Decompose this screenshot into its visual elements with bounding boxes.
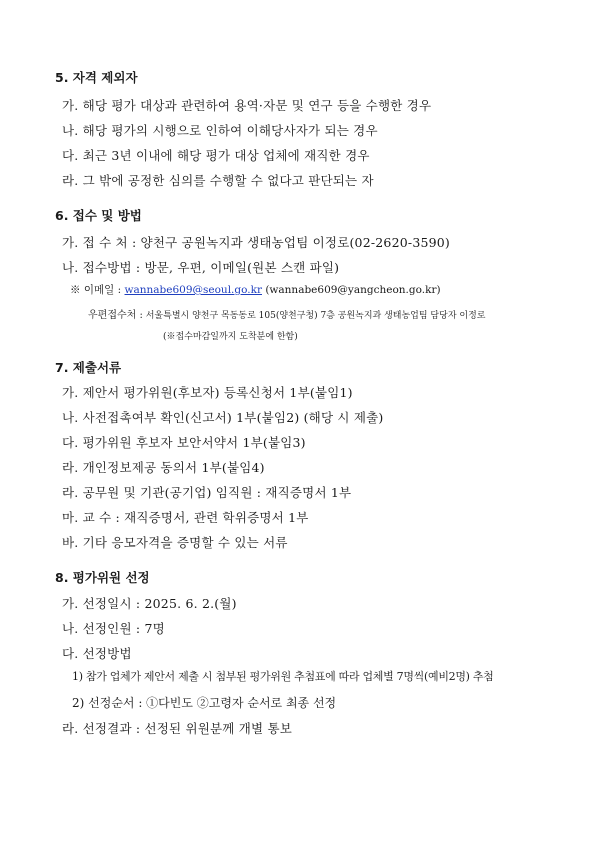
section-8-title: 8. 평가위원 선정: [55, 570, 150, 585]
section-7-item-ba: 바. 기타 응모자격을 증명할 수 있는 서류: [62, 535, 288, 550]
section-7-item-da: 다. 평가위원 후보자 보안서약서 1부(붙임3): [62, 435, 306, 450]
email-prefix: ※ 이메일 :: [70, 284, 122, 296]
section-8-subitem-1: 1) 참가 업체가 제안서 제출 시 첨부된 평가위원 추첨표에 따라 업체별 7명씩(예비2명) 추첨: [72, 670, 494, 683]
section-8-item-ga: 가. 선정일시 : 2025. 6. 2.(월): [62, 596, 237, 611]
section-8-item-ra: 라. 선정결과 : 선정된 위원분께 개별 통보: [62, 721, 293, 736]
section-7-item-ra-2: 라. 공무원 및 기관(공기업) 임직원 : 재직증명서 1부: [62, 485, 352, 500]
section-8-subitem-2: 2) 선정순서 : ①다빈도 ②고령자 순서로 최종 선정: [72, 696, 337, 710]
section-8-item-da: 다. 선정방법: [62, 646, 132, 661]
section-5-item-da: 다. 최근 3년 이내에 해당 평가 대상 업체에 재직한 경우: [62, 148, 370, 163]
section-5-item-ra: 라. 그 밖에 공정한 심의를 수행할 수 없다고 판단되는 자: [62, 173, 374, 188]
mail-line: [88, 306, 485, 321]
section-6-title: 6. 접수 및 방법: [55, 208, 142, 223]
email-alt: (wannabe609@yangcheon.go.kr): [265, 284, 441, 296]
section-5-title: 5. 자격 제외자: [55, 70, 138, 85]
section-7-item-ma: 마. 교 수 : 재직증명서, 관련 학위증명서 1부: [62, 510, 309, 525]
section-5-item-na: 나. 해당 평가의 시행으로 인하여 이해당사자가 되는 경우: [62, 123, 378, 138]
section-6-item-ga: 가. 접 수 처 : 양천구 공원녹지과 생태농업팀 이정로(02-2620-3590): [62, 235, 451, 250]
section-6-item-na: 나. 접수방법 : 방문, 우편, 이메일(원본 스캔 파일): [62, 260, 340, 275]
mail-label: 우편접수처 :: [88, 310, 143, 321]
section-7-title: 7. 제출서류: [55, 360, 122, 375]
section-7-item-ra: 라. 개인정보제공 동의서 1부(붙임4): [62, 460, 265, 475]
section-8-item-na: 나. 선정인원 : 7명: [62, 621, 165, 636]
email-line: [70, 282, 441, 297]
section-7-item-ga: 가. 제안서 평가위원(후보자) 등록신청서 1부(붙임1): [62, 385, 353, 400]
email-link[interactable]: wannabe609@seoul.go.kr: [124, 284, 262, 296]
mail-address: 서울특별시 양천구 목동동로 105(양천구청) 7층 공원녹지과 생태농업팀 담당자 이정로: [145, 311, 486, 321]
section-7-item-na: 나. 사전접촉여부 확인(신고서) 1부(붙임2) (해당 시 제출): [62, 410, 384, 425]
section-5-item-ga: 가. 해당 평가 대상과 관련하여 용역·자문 및 연구 등을 수행한 경우: [62, 98, 432, 113]
mail-note: (※접수마감일까지 도착분에 한함): [163, 332, 298, 342]
